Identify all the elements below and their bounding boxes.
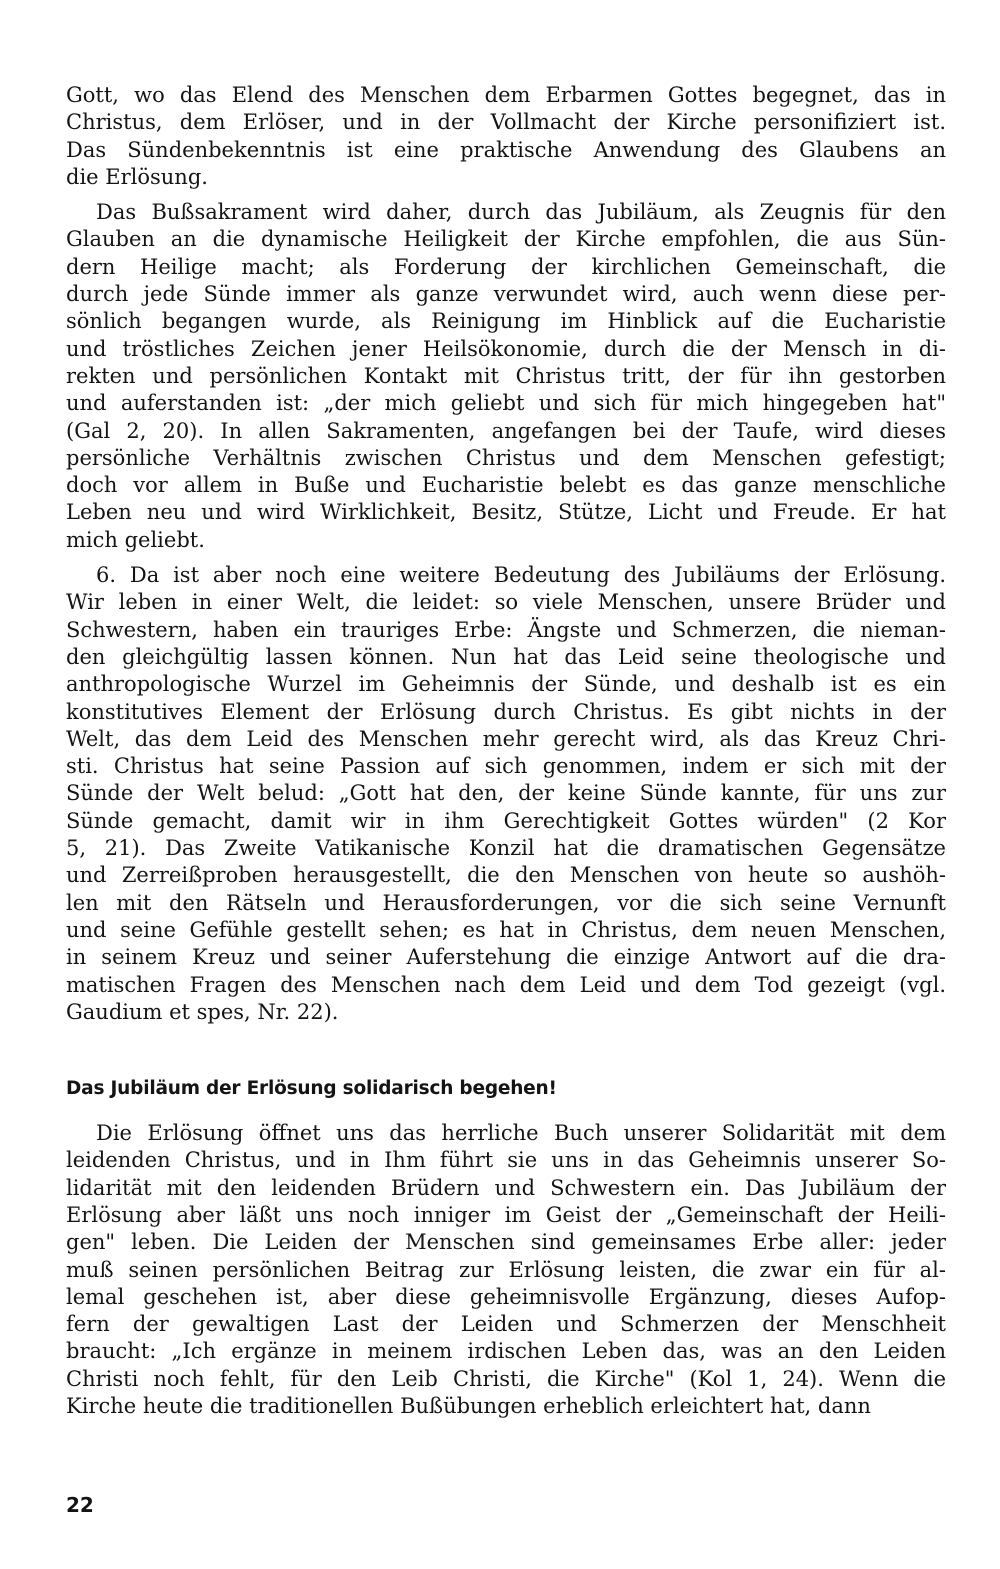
text-line: in seinem Kreuz und seiner Auferstehung die einzige Antwort auf die dra- (66, 945, 946, 970)
text-line: den gleichgültig lassen können. Nun hat das Leid seine theologische und (66, 644, 946, 669)
text-line: Sünde gemacht, damit wir in ihm Gerechtigkeit Gottes würden" (2 Kor (66, 808, 946, 833)
text-line: Gott, wo das Elend des Menschen dem Erbarmen Gottes begegnet, das in (66, 83, 946, 107)
text-line: und tröstliches Zeichen jener Heilsökonomie, durch die der Mensch in di- (66, 336, 946, 361)
text-line: Das Bußsakrament wird daher, durch das Jubiläum, als Zeugnis für den (96, 200, 946, 225)
text-line: Das Sündenbekenntnis ist eine praktische Anwendung des Glaubens an (66, 137, 946, 162)
text-line: lidarität mit den leidenden Brüdern und Schwestern ein. Das Jubiläum der (66, 1175, 946, 1200)
text-line: braucht: „Ich ergänze in meinem irdischen Leben das, was an den Leiden (66, 1339, 946, 1364)
page-body (66, 82, 946, 1420)
text-line: dern Heilige macht; als Forderung der kirchlichen Gemeinschaft, die (66, 254, 946, 279)
text-line: sti. Christus hat seine Passion auf sich genommen, indem er sich mit der (66, 754, 946, 779)
text-line: 5, 21). Das Zweite Vatikanische Konzil hat die dramatischen Gegensätze (66, 836, 946, 861)
text-line: Welt, das dem Leid des Menschen mehr gerecht wird, als das Kreuz Chri- (66, 726, 946, 751)
text-line: Schwestern, haben ein trauriges Erbe: Ängste und Schmerzen, die nieman- (66, 617, 946, 642)
text-line: Kirche heute die traditionellen Bußübungen erheblich erleichtert hat, dann (66, 1394, 871, 1419)
paragraph-solidarity (66, 1120, 946, 1420)
text-line: leidenden Christus, und in Ihm führt sie uns in das Geheimnis unserer So- (66, 1148, 946, 1173)
text-line: durch jede Sünde immer als ganze verwundet wird, auch wenn diese per- (66, 282, 946, 307)
text-line: 6. Da ist aber noch eine weitere Bedeutung des Jubiläums der Erlösung. (96, 563, 946, 588)
text-line: und auferstanden ist: „der mich geliebt und sich für mich hingegeben hat" (66, 391, 946, 416)
text-line: Christus, dem Erlöser, und in der Vollmacht der Kirche personifiziert ist. (66, 110, 946, 135)
text-line: und seine Gefühle gestellt sehen; es hat in Christus, dem neuen Menschen, (66, 917, 946, 942)
text-line: Die Erlösung öffnet uns das herrliche Buch unserer Solidarität mit dem (96, 1121, 946, 1146)
text-line: gen" leben. Die Leiden der Menschen sind gemeinsames Erbe aller: jeder (66, 1230, 946, 1255)
paragraph-buss-sakrament (66, 199, 946, 554)
text-line: Sünde der Welt belud: „Gott hat den, der keine Sünde kannte, für uns zur (66, 781, 946, 806)
text-line: mich geliebt. (66, 527, 205, 552)
text-line: fern der gewaltigen Last der Leiden und Schmerzen der Menschheit (66, 1312, 946, 1337)
text-line: doch vor allem in Buße und Eucharistie belebt es das ganze menschliche (66, 473, 946, 498)
text-line: Erlösung aber läßt uns noch inniger im Geist der „Gemeinschaft der Heili- (66, 1202, 946, 1227)
text-line: (Gal 2, 20). In allen Sakramenten, angefangen bei der Taufe, wird dieses (66, 418, 946, 443)
text-line: matischen Fragen des Menschen nach dem Leid und dem Tod gezeigt (vgl. (66, 972, 946, 997)
section-heading: Das Jubiläum der Erlösung solidarisch begehen! (66, 1078, 557, 1100)
page-number: 22 (66, 1493, 94, 1517)
text-line: und Zerreißproben herausgestellt, die den Menschen von heute so aushöh- (66, 863, 946, 888)
text-line: anthropologische Wurzel im Geheimnis der Sünde, und deshalb ist es ein (66, 672, 946, 697)
text-line: konstitutives Element der Erlösung durch Christus. Es gibt nichts in der (66, 699, 946, 724)
text-line: Leben neu und wird Wirklichkeit, Besitz, Stütze, Licht und Freude. Er hat (66, 500, 946, 525)
text-line: rekten und persönlichen Kontakt mit Christus tritt, der für ihn gestorben (66, 363, 946, 388)
text-line: die Erlösung. (66, 164, 208, 189)
paragraph-section-6 (66, 562, 946, 1026)
text-line: Glauben an die dynamische Heiligkeit der Kirche empfohlen, die aus Sün- (66, 227, 946, 252)
text-line: persönliche Verhältnis zwischen Christus und dem Menschen gefestigt; (66, 445, 946, 470)
text-line: Gaudium et spes, Nr. 22). (66, 999, 339, 1024)
text-line: Wir leben in einer Welt, die leidet: so viele Menschen, unsere Brüder und (66, 590, 946, 615)
text-line: lemal geschehen ist, aber diese geheimnisvolle Ergänzung, dieses Aufop- (66, 1284, 946, 1309)
paragraph-continuation (66, 82, 946, 191)
text-line: Christi noch fehlt, für den Leib Christi, die Kirche" (Kol 1, 24). Wenn die (66, 1366, 946, 1391)
text-line: sönlich begangen wurde, als Reinigung im Hinblick auf die Eucharistie (66, 309, 946, 334)
text-line: len mit den Rätseln und Herausforderungen, vor die sich seine Vernunft (66, 890, 946, 915)
text-line: muß seinen persönlichen Beitrag zur Erlösung leisten, die zwar ein für al- (66, 1257, 946, 1282)
